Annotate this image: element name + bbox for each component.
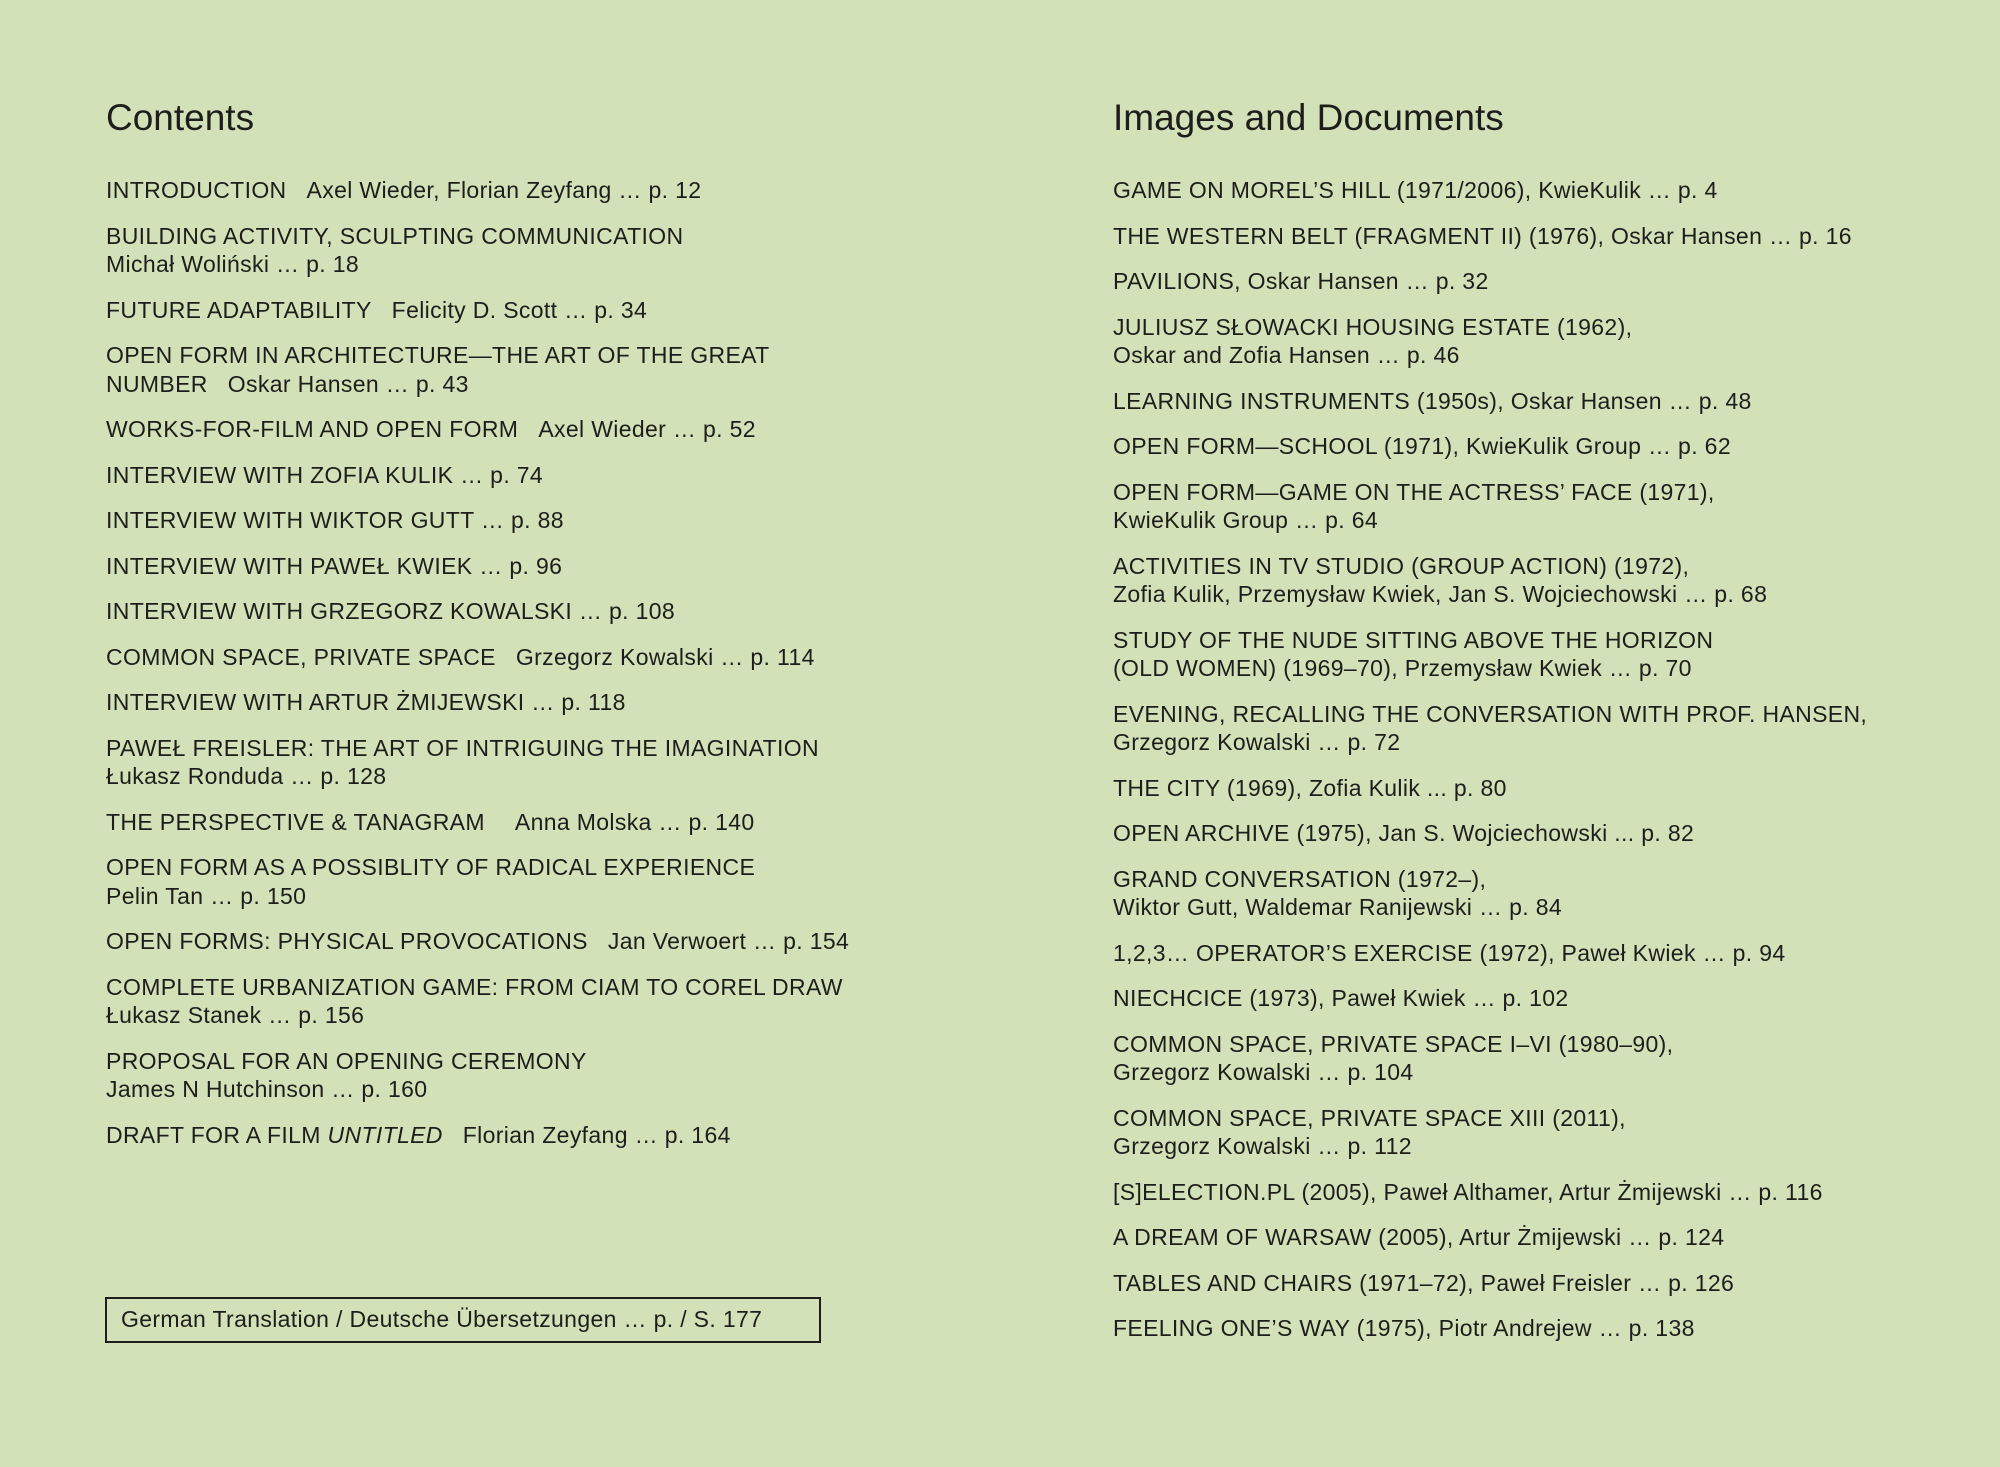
toc-title: COMPLETE URBANIZATION GAME: FROM CIAM TO COREL DRAW: [106, 973, 843, 1000]
image-entry-nude-study[interactable]: [1113, 626, 1993, 683]
image-entry-the-city[interactable]: [1113, 774, 1993, 803]
toc-title: PAWEŁ FREISLER: THE ART OF INTRIGUING THE IMAGINATION: [106, 734, 819, 761]
toc-title: WORKS-FOR-FILM AND OPEN FORM: [106, 416, 519, 442]
image-entry-actress-face[interactable]: [1113, 478, 1993, 535]
toc-page: p. 52: [703, 416, 756, 442]
image-entry-line1: COMMON SPACE, PRIVATE SPACE I–VI (1980–90),: [1113, 1030, 1674, 1057]
toc-author: Pelin Tan: [106, 882, 204, 909]
toc-entry-opening-ceremony[interactable]: PROPOSAL FOR AN OPENING CEREMONY James N Hutchinson … p. 160: [106, 1047, 1026, 1104]
toc-page: p. 88: [511, 507, 564, 533]
image-entry-common-space-i-vi[interactable]: [1113, 1030, 1993, 1087]
toc-author: Łukasz Stanek: [106, 1002, 262, 1028]
image-entry-line2: (OLD WOMEN) (1969–70), Przemysław Kwiek … p. 70: [1113, 655, 1692, 681]
toc-title: INTERVIEW WITH ARTUR ŻMIJEWSKI: [106, 689, 525, 715]
image-entry-tables-and-chairs[interactable]: [1113, 1269, 1993, 1298]
contents-section: [106, 96, 1026, 1148]
toc-entry-common-space[interactable]: COMMON SPACE, PRIVATE SPACE Grzegorz Kowalski … p. 114: [106, 643, 815, 670]
image-entry-line1: GRAND CONVERSATION (1972–),: [1113, 865, 1487, 892]
toc-title-italic: UNTITLED: [327, 1121, 443, 1148]
image-entry-morels-hill[interactable]: [1113, 176, 1993, 205]
image-entry-line1: COMMON SPACE, PRIVATE SPACE XIII (2011),: [1113, 1104, 1626, 1131]
toc-title: OPEN FORMS: PHYSICAL PROVOCATIONS: [106, 928, 588, 954]
image-entry-tv-studio[interactable]: [1113, 552, 1993, 609]
image-entry-operators-exercise[interactable]: [1113, 939, 1993, 968]
toc-page: p. 74: [490, 461, 544, 488]
toc-page: p. 140: [688, 808, 755, 835]
image-entry-feeling-ones-way[interactable]: [1113, 1314, 1993, 1343]
toc-author: Felicity D. Scott: [391, 296, 558, 323]
image-entry-grand-conversation[interactable]: [1113, 865, 1993, 922]
image-entry-open-archive[interactable]: [1113, 819, 1993, 848]
toc-title: INTERVIEW WITH PAWEŁ KWIEK: [106, 552, 473, 579]
toc-title-line1: OPEN FORM IN ARCHITECTURE—THE ART OF THE GREAT: [106, 342, 770, 368]
toc-title: INTERVIEW WITH ZOFIA KULIK: [106, 461, 454, 488]
toc-entry-introduction[interactable]: INTRODUCTION Axel Wieder, Florian Zeyfang … p. 12: [106, 177, 702, 203]
toc-title: BUILDING ACTIVITY, SCULPTING COMMUNICATION: [106, 222, 684, 249]
image-entry-line1: PAVILIONS, Oskar Hansen … p. 32: [1113, 268, 1489, 294]
toc-title: INTRODUCTION: [106, 177, 287, 203]
toc-author: Axel Wieder, Florian Zeyfang: [306, 177, 612, 203]
toc-author: Axel Wieder: [538, 416, 667, 442]
image-entry-slowacki-estate[interactable]: [1113, 313, 1993, 370]
image-entry-line2: Grzegorz Kowalski … p. 104: [1113, 1059, 1414, 1085]
image-entry-line1: OPEN FORM—SCHOOL (1971), KwieKulik Group … p. 62: [1113, 433, 1731, 459]
image-entry-line1: LEARNING INSTRUMENTS (1950s), Oskar Hansen … p. 48: [1113, 387, 1752, 414]
toc-entry-interview-kwiek[interactable]: INTERVIEW WITH PAWEŁ KWIEK … p. 96: [106, 552, 563, 579]
toc-entry-open-form-architecture[interactable]: OPEN FORM IN ARCHITECTURE—THE ART OF THE GREAT NUMBER Oskar Hansen … p. 43: [106, 341, 1026, 398]
image-entry-line1: 1,2,3… OPERATOR’S EXERCISE (1972), Paweł Kwiek … p. 94: [1113, 939, 1786, 966]
toc-entry-perspective-tanagram[interactable]: THE PERSPECTIVE & TANAGRAM Anna Molska … p. 140: [106, 808, 755, 835]
image-entry-line1: NIECHCICE (1973), Paweł Kwiek … p. 102: [1113, 985, 1569, 1011]
toc-author: Michał Woliński: [106, 251, 270, 277]
toc-page: p. 154: [783, 928, 850, 954]
images-documents-list: [1113, 176, 1993, 1360]
image-entry-learning-instruments[interactable]: [1113, 387, 1993, 416]
toc-entry-physical-provocations[interactable]: OPEN FORMS: PHYSICAL PROVOCATIONS Jan Verwoert … p. 154: [106, 928, 850, 954]
toc-page: p. 160: [361, 1076, 428, 1102]
toc-page: p. 12: [648, 177, 702, 203]
toc-page: p. 128: [320, 763, 387, 789]
image-entry-western-belt[interactable]: [1113, 222, 1993, 251]
toc-title: INTERVIEW WITH WIKTOR GUTT: [106, 507, 475, 533]
toc-author: Łukasz Ronduda: [106, 763, 284, 789]
toc-title: PROPOSAL FOR AN OPENING CEREMONY: [106, 1047, 587, 1074]
toc-page: p. 108: [608, 598, 676, 624]
image-entry-line1: THE CITY (1969), Zofia Kulik ... p. 80: [1113, 774, 1507, 801]
image-entry-niechcice[interactable]: [1113, 984, 1993, 1013]
image-entry-open-form-school[interactable]: [1113, 432, 1993, 461]
image-entry-line1: GAME ON MOREL’S HILL (1971/2006), KwieKulik … p. 4: [1113, 177, 1718, 203]
images-documents-heading: Images and Documents: [1113, 97, 1504, 138]
images-documents-section: [1113, 96, 1993, 1341]
contents-heading: Contents: [106, 97, 255, 138]
image-entry-line2: KwieKulik Group … p. 64: [1113, 507, 1379, 533]
toc-title-line2: NUMBER: [106, 370, 208, 397]
toc-entry-interview-kowalski[interactable]: INTERVIEW WITH GRZEGORZ KOWALSKI … p. 108: [106, 598, 676, 624]
toc-page: p. 43: [415, 370, 469, 397]
image-entry-line1: OPEN FORM—GAME ON THE ACTRESS’ FACE (1971),: [1113, 478, 1715, 505]
toc-page: p. 114: [750, 643, 815, 670]
toc-page: p. 18: [306, 251, 360, 277]
image-entry-line1: ACTIVITIES IN TV STUDIO (GROUP ACTION) (1972),: [1113, 552, 1690, 579]
image-entry-line1: THE WESTERN BELT (FRAGMENT II) (1976), Oskar Hansen … p. 16: [1113, 222, 1852, 249]
toc-author: Anna Molska: [514, 808, 652, 835]
toc-title: OPEN FORM AS A POSSIBLITY OF RADICAL EXPERIENCE: [106, 854, 756, 880]
image-entry-selection-pl[interactable]: [1113, 1178, 1993, 1207]
image-entry-pavilions[interactable]: [1113, 267, 1993, 296]
image-entry-evening-recalling[interactable]: [1113, 700, 1993, 757]
image-entry-line2: Oskar and Zofia Hansen … p. 46: [1113, 342, 1460, 368]
toc-page: p. 34: [594, 296, 648, 323]
toc-author: Grzegorz Kowalski: [515, 643, 714, 670]
toc-page: p. 118: [561, 689, 626, 715]
image-entry-line2: Grzegorz Kowalski … p. 112: [1113, 1133, 1412, 1159]
image-entry-line1: TABLES AND CHAIRS (1971–72), Paweł Freisler … p. 126: [1113, 1269, 1735, 1296]
toc-entry-interview-zmijewski[interactable]: INTERVIEW WITH ARTUR ŻMIJEWSKI … p. 118: [106, 689, 626, 715]
image-entry-line1: EVENING, RECALLING THE CONVERSATION WITH PROF. HANSEN,: [1113, 700, 1868, 727]
toc-entry-draft-for-film[interactable]: DRAFT FOR A FILM UNTITLED Florian Zeyfang … p. 164: [106, 1121, 731, 1148]
image-entry-line2: Wiktor Gutt, Waldemar Ranijewski … p. 84: [1113, 894, 1562, 920]
toc-entry-urbanization-game[interactable]: COMPLETE URBANIZATION GAME: FROM CIAM TO COREL DRAW Łukasz Stanek … p. 156: [106, 973, 1026, 1030]
toc-title: FUTURE ADAPTABILITY: [106, 296, 372, 323]
toc-author: James N Hutchinson: [106, 1076, 325, 1102]
image-entry-line1: OPEN ARCHIVE (1975), Jan S. Wojciechowski ... p. 82: [1113, 820, 1695, 846]
image-entry-line2: Grzegorz Kowalski … p. 72: [1113, 729, 1401, 755]
toc-page: p. 164: [664, 1121, 731, 1148]
toc-author: Florian Zeyfang: [462, 1121, 628, 1148]
image-entry-line1: [S]ELECTION.PL (2005), Paweł Althamer, Artur Żmijewski … p. 116: [1113, 1178, 1823, 1205]
toc-title: INTERVIEW WITH GRZEGORZ KOWALSKI: [106, 598, 573, 624]
toc-page: p. 156: [298, 1002, 365, 1028]
toc-entry-interview-kulik[interactable]: INTERVIEW WITH ZOFIA KULIK … p. 74: [106, 461, 544, 488]
image-entry-line1: A DREAM OF WARSAW (2005), Artur Żmijewski … p. 124: [1113, 1224, 1725, 1250]
toc-title: COMMON SPACE, PRIVATE SPACE: [106, 643, 496, 670]
image-entry-dream-of-warsaw[interactable]: [1113, 1223, 1993, 1252]
toc-page: p. 96: [509, 552, 563, 579]
toc-author: Oskar Hansen: [227, 370, 379, 397]
toc-author: Jan Verwoert: [607, 928, 747, 954]
toc-entry-freisler[interactable]: PAWEŁ FREISLER: THE ART OF INTRIGUING THE IMAGINATION Łukasz Ronduda … p. 128: [106, 734, 1026, 791]
image-entry-common-space-xiii[interactable]: [1113, 1104, 1993, 1161]
toc-entry-building-activity[interactable]: BUILDING ACTIVITY, SCULPTING COMMUNICATION Michał Woliński … p. 18: [106, 222, 1026, 279]
toc-title: THE PERSPECTIVE & TANAGRAM: [106, 808, 485, 835]
contents-list: [106, 176, 1026, 1166]
toc-entry-works-for-film[interactable]: WORKS-FOR-FILM AND OPEN FORM Axel Wieder … p. 52: [106, 416, 756, 442]
image-entry-line1: STUDY OF THE NUDE SITTING ABOVE THE HORIZON: [1113, 626, 1714, 653]
image-entry-line2: Zofia Kulik, Przemysław Kwiek, Jan S. Wojciechowski … p. 68: [1113, 581, 1768, 607]
german-translation-box[interactable]: German Translation / Deutsche Übersetzungen … p. / S. 177: [105, 1297, 821, 1343]
toc-title: DRAFT FOR A FILM: [106, 1121, 321, 1148]
toc-entry-radical-experience[interactable]: OPEN FORM AS A POSSIBLITY OF RADICAL EXPERIENCE Pelin Tan … p. 150: [106, 853, 1026, 910]
image-entry-line1: JULIUSZ SŁOWACKI HOUSING ESTATE (1962),: [1113, 313, 1633, 340]
image-entry-line1: FEELING ONE’S WAY (1975), Piotr Andrejew … p. 138: [1113, 1315, 1695, 1341]
toc-entry-future-adaptability[interactable]: FUTURE ADAPTABILITY Felicity D. Scott … p. 34: [106, 296, 648, 323]
toc-entry-interview-gutt[interactable]: INTERVIEW WITH WIKTOR GUTT … p. 88: [106, 507, 564, 533]
toc-page: p. 150: [240, 882, 307, 909]
